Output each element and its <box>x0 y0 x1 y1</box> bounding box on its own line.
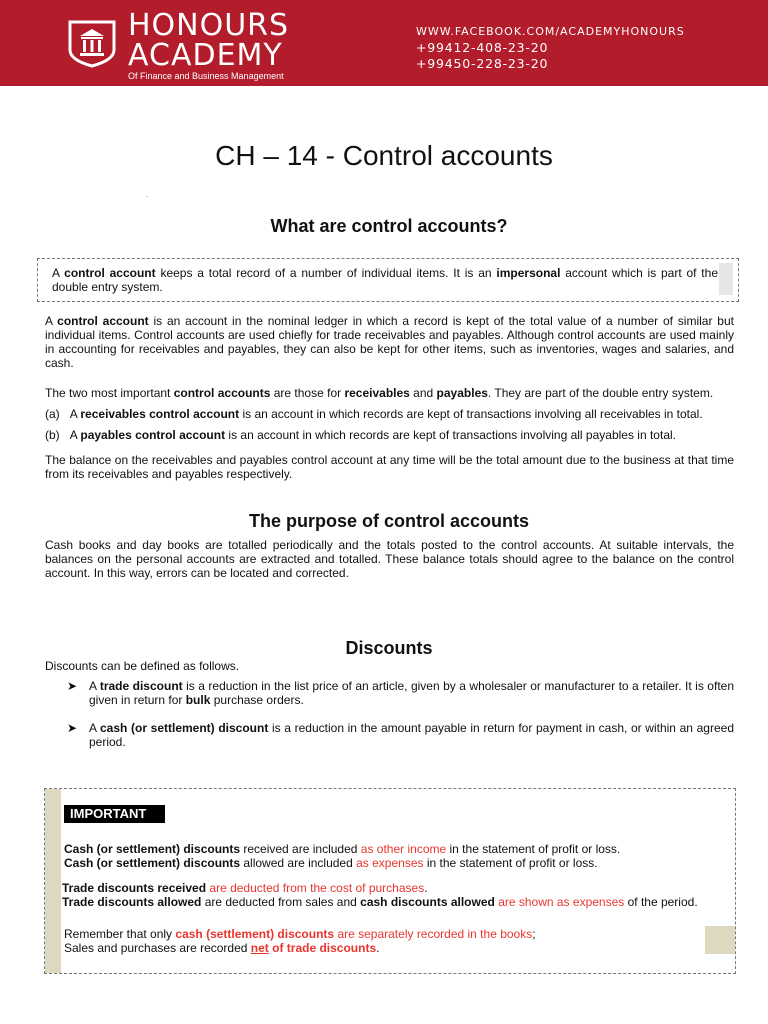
important-side-strip <box>45 789 61 973</box>
heading-purpose: The purpose of control accounts <box>248 511 530 531</box>
important-line-2: Cash (or settlement) discounts allowed are included as expenses in the statement of profit or loss. <box>64 856 598 870</box>
list-item-b: (b) A payables control account is an account in which records are kept of transactions involving all payables in total. <box>45 428 676 442</box>
important-line-1: Cash (or settlement) discounts received are included as other income in the statement of profit or loss. <box>64 842 621 856</box>
heading-discounts: Discounts <box>345 638 433 658</box>
important-line-6: Sales and purchases are recorded net of trade discounts. <box>64 941 380 955</box>
phone-2: +99450-228-23-20 <box>416 56 549 71</box>
discounts-intro: Discounts can be defined as follows. <box>45 659 240 673</box>
bullet-arrow-icon: ➤ <box>67 721 78 735</box>
brand-subtitle: Of Finance and Business Management <box>128 71 284 81</box>
definition-side-bar <box>719 263 733 295</box>
header-banner <box>0 0 768 86</box>
facebook-link[interactable]: WWW.FACEBOOK.COM/ACADEMYHONOURS <box>416 25 685 38</box>
important-label: IMPORTANT <box>64 805 165 823</box>
bullet-arrow-icon: ➤ <box>67 679 78 693</box>
stray-dot: . <box>146 190 149 199</box>
paragraph-two-important: The two most important control accounts are those for receivables and payables. They are part of the double entry system. <box>45 386 714 400</box>
definition-box <box>37 258 739 302</box>
academy-logo-icon <box>66 20 118 68</box>
contact-info <box>416 24 685 72</box>
paragraph-purpose: Cash books and day books are totalled periodically and the totals posted to the control accounts. At suitable intervals, the balances on the personal accounts are extracted and totalled. These balance totals should agree to the balance on the control account. In this way, errors can be located and corrected. <box>45 538 734 580</box>
heading-what-are-control-accounts: What are control accounts? <box>270 216 508 236</box>
page-title: CH – 14 - Control accounts <box>215 140 553 171</box>
phone-1: +99412-408-23-20 <box>416 40 549 55</box>
bullet-trade-discount: A trade discount is a reduction in the list price of an article, given by a wholesaler or manufacturer to a retailer. It is often given in return for bulk purchase orders. <box>89 679 734 707</box>
important-line-3: Trade discounts received are deducted from the cost of purchases. <box>62 881 428 895</box>
paragraph-control-account: A control account is an account in the nominal ledger in which a record is kept of the total value of a number of similar but individual items. Control accounts are used chiefly for trade receivables and payables. Although control accounts are used mainly in accounting for receivables and payables, they can also be kept for other items, such as inventories, wages and salaries, and cash. <box>45 314 734 370</box>
paragraph-balance: The balance on the receivables and payables control account at any time will be the total amount due to the business at that time from its receivables and payables respectively. <box>45 453 734 481</box>
list-item-a: (a) A receivables control account is an account in which records are kept of transactions involving all receivables in total. <box>45 407 703 421</box>
important-line-4: Trade discounts allowed are deducted from sales and cash discounts allowed are shown as expenses of the period. <box>62 895 698 909</box>
important-line-5: Remember that only cash (settlement) discounts are separately recorded in the books; <box>64 927 536 941</box>
brand-name <box>128 10 289 82</box>
important-corner-block <box>705 926 735 954</box>
important-box <box>44 788 736 974</box>
brand-line1: HONOURS <box>128 8 290 43</box>
bullet-cash-discount: A cash (or settlement) discount is a reduction in the amount payable in return for payment in cash, or within an agreed period. <box>89 721 734 749</box>
brand-line2: ACADEMY <box>128 38 283 73</box>
definition-text: A control account keeps a total record of a number of individual items. It is an impersonal account which is part of the double entry system. <box>52 266 718 294</box>
